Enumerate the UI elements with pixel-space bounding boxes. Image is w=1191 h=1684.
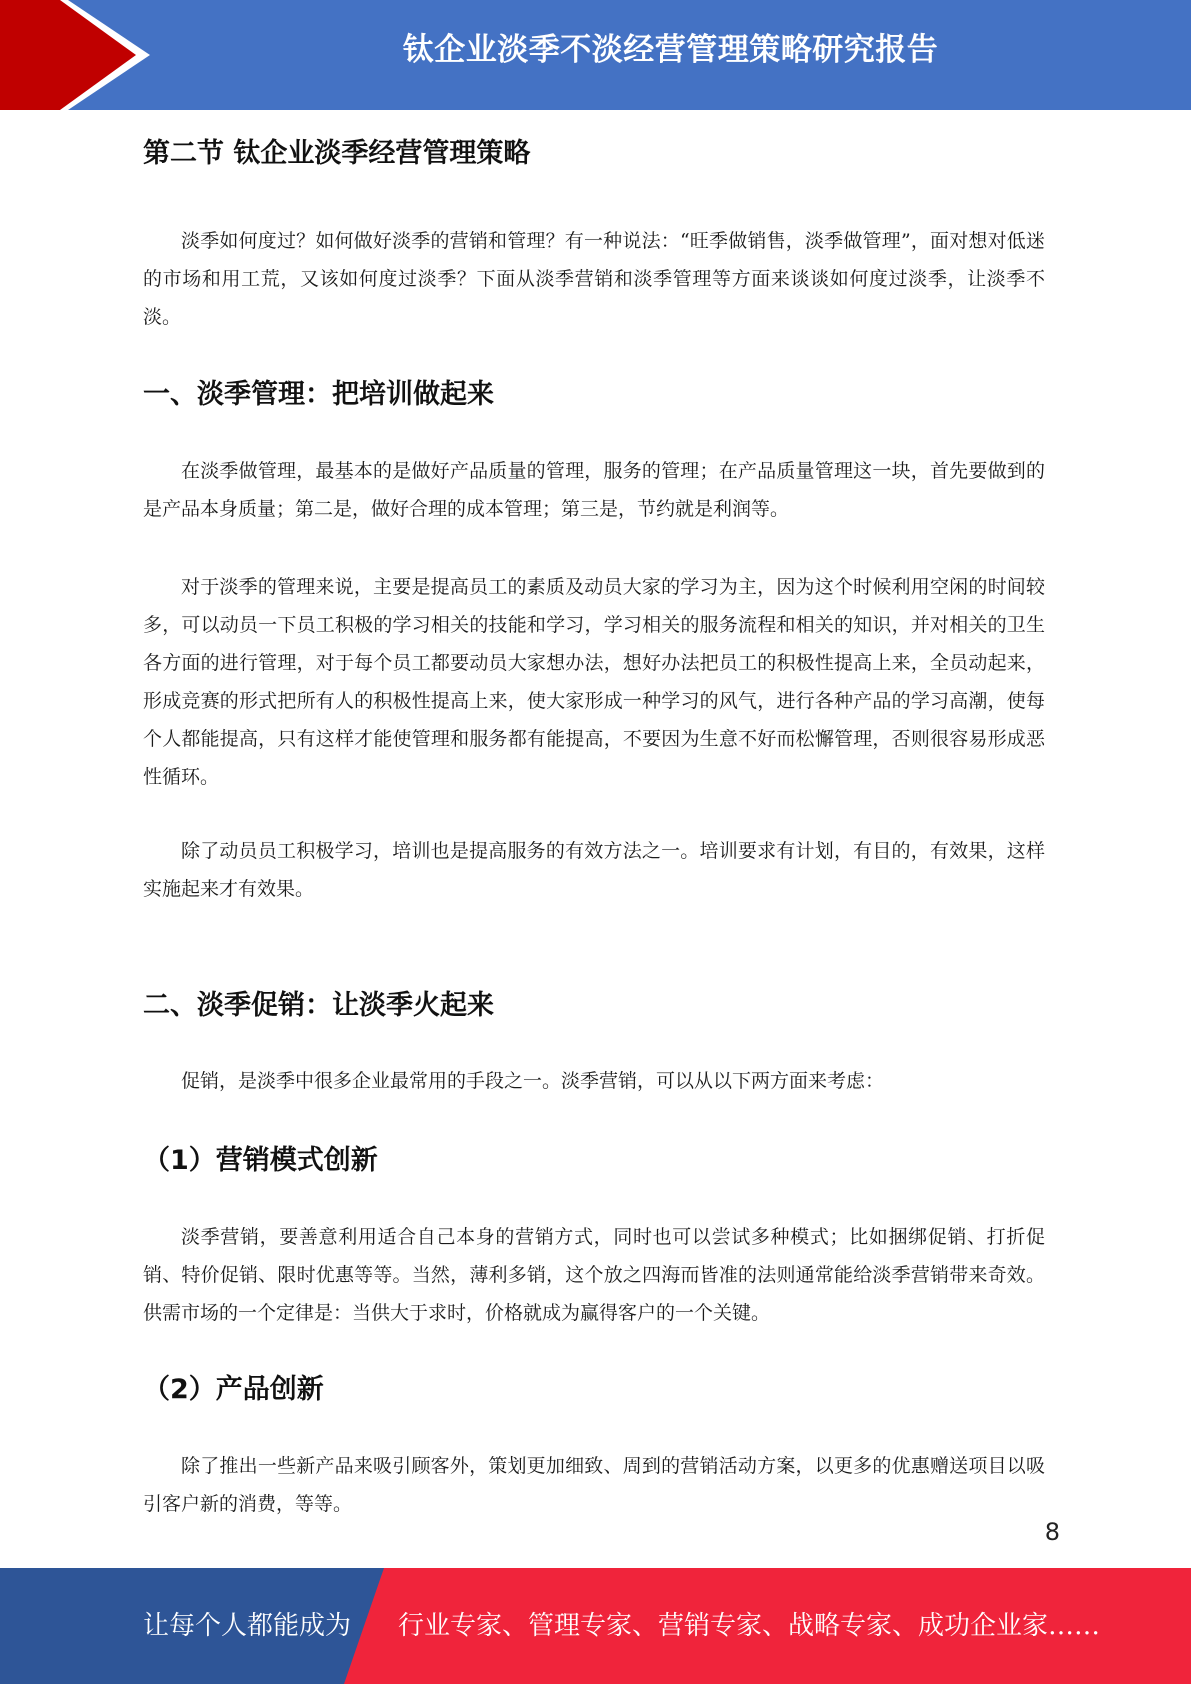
part1-paragraph-3: 除了动员员工积极学习，培训也是提高服务的有效方法之一。培训要求有计划，有目的，有效果，这样实施起来才有效果。 [143,840,1045,900]
part2-heading: 二、淡季促销：让淡季火起来 [143,990,494,1021]
subsection-1-paragraph: 淡季营销，要善意利用适合自己本身的营销方式，同时也可以尝试多种模式；比如捆绑促销、打折促销、特价促销、限时优惠等等。当然，薄利多销，这个放之四海而皆准的法则通常能给淡季营销带来奇效。供需市场的一个定律是：当供大于求时，价格就成为赢得客户的一个关键。 [143,1226,1045,1324]
subsection-2-heading: （2）产品创新 [143,1374,324,1405]
section-heading: 第二节 钛企业淡季经营管理策略 [143,138,531,169]
page-number: 8 [1044,1518,1060,1546]
part1-paragraph-1: 在淡季做管理，最基本的是做好产品质量的管理，服务的管理；在产品质量管理这一块，首先要做到的是产品本身质量；第二是，做好合理的成本管理；第三是，节约就是利润等。 [143,460,1045,520]
footer-slogan-left: 让每个人都能成为 [143,1611,352,1641]
part1-heading: 一、淡季管理：把培训做起来 [143,379,494,410]
part1-paragraph-2: 对于淡季的管理来说，主要是提高员工的素质及动员大家的学习为主，因为这个时候利用空闲的时间较多，可以动员一下员工积极的学习相关的技能和学习，学习相关的服务流程和相关的知识，并对相关的卫生各方面的进行管理，对于每个员工都要动员大家想办法，想好办法把员工的积极性提高上来，全员动起来，形成竞赛的形式把所有人的积极性提高上来，使大家形成一种学习的风气，进行各种产品的学习高潮，使每个人都能提高，只有这样才能使管理和服务都有能提高，不要因为生意不好而松懈管理，否则很容易形成恶性循环。 [143,576,1045,788]
red-chevron-arrow-icon [0,0,150,110]
report-title: 钛企业淡季不淡经营管理策略研究报告 [402,32,939,68]
part2-intro-paragraph: 促销，是淡季中很多企业最常用的手段之一。淡季营销，可以从以下两方面来考虑： [181,1070,885,1092]
subsection-1-heading: （1）营销模式创新 [143,1145,378,1176]
report-header-banner [0,0,1191,110]
section-intro-paragraph: 淡季如何度过？如何做好淡季的营销和管理？有一种说法：“旺季做销售，淡季做管理”，面对想对低迷的市场和用工荒，又该如何度过淡季？下面从淡季营销和淡季管理等方面来谈谈如何度过淡季，让淡季不淡。 [143,230,1045,328]
footer-slogan-right: 行业专家、管理专家、营销专家、战略专家、成功企业家…… [398,1611,1101,1641]
footer-banner [0,1568,1191,1684]
subsection-2-paragraph: 除了推出一些新产品来吸引顾客外，策划更加细致、周到的营销活动方案，以更多的优惠赠送项目以吸引客户新的消费，等等。 [143,1455,1045,1515]
